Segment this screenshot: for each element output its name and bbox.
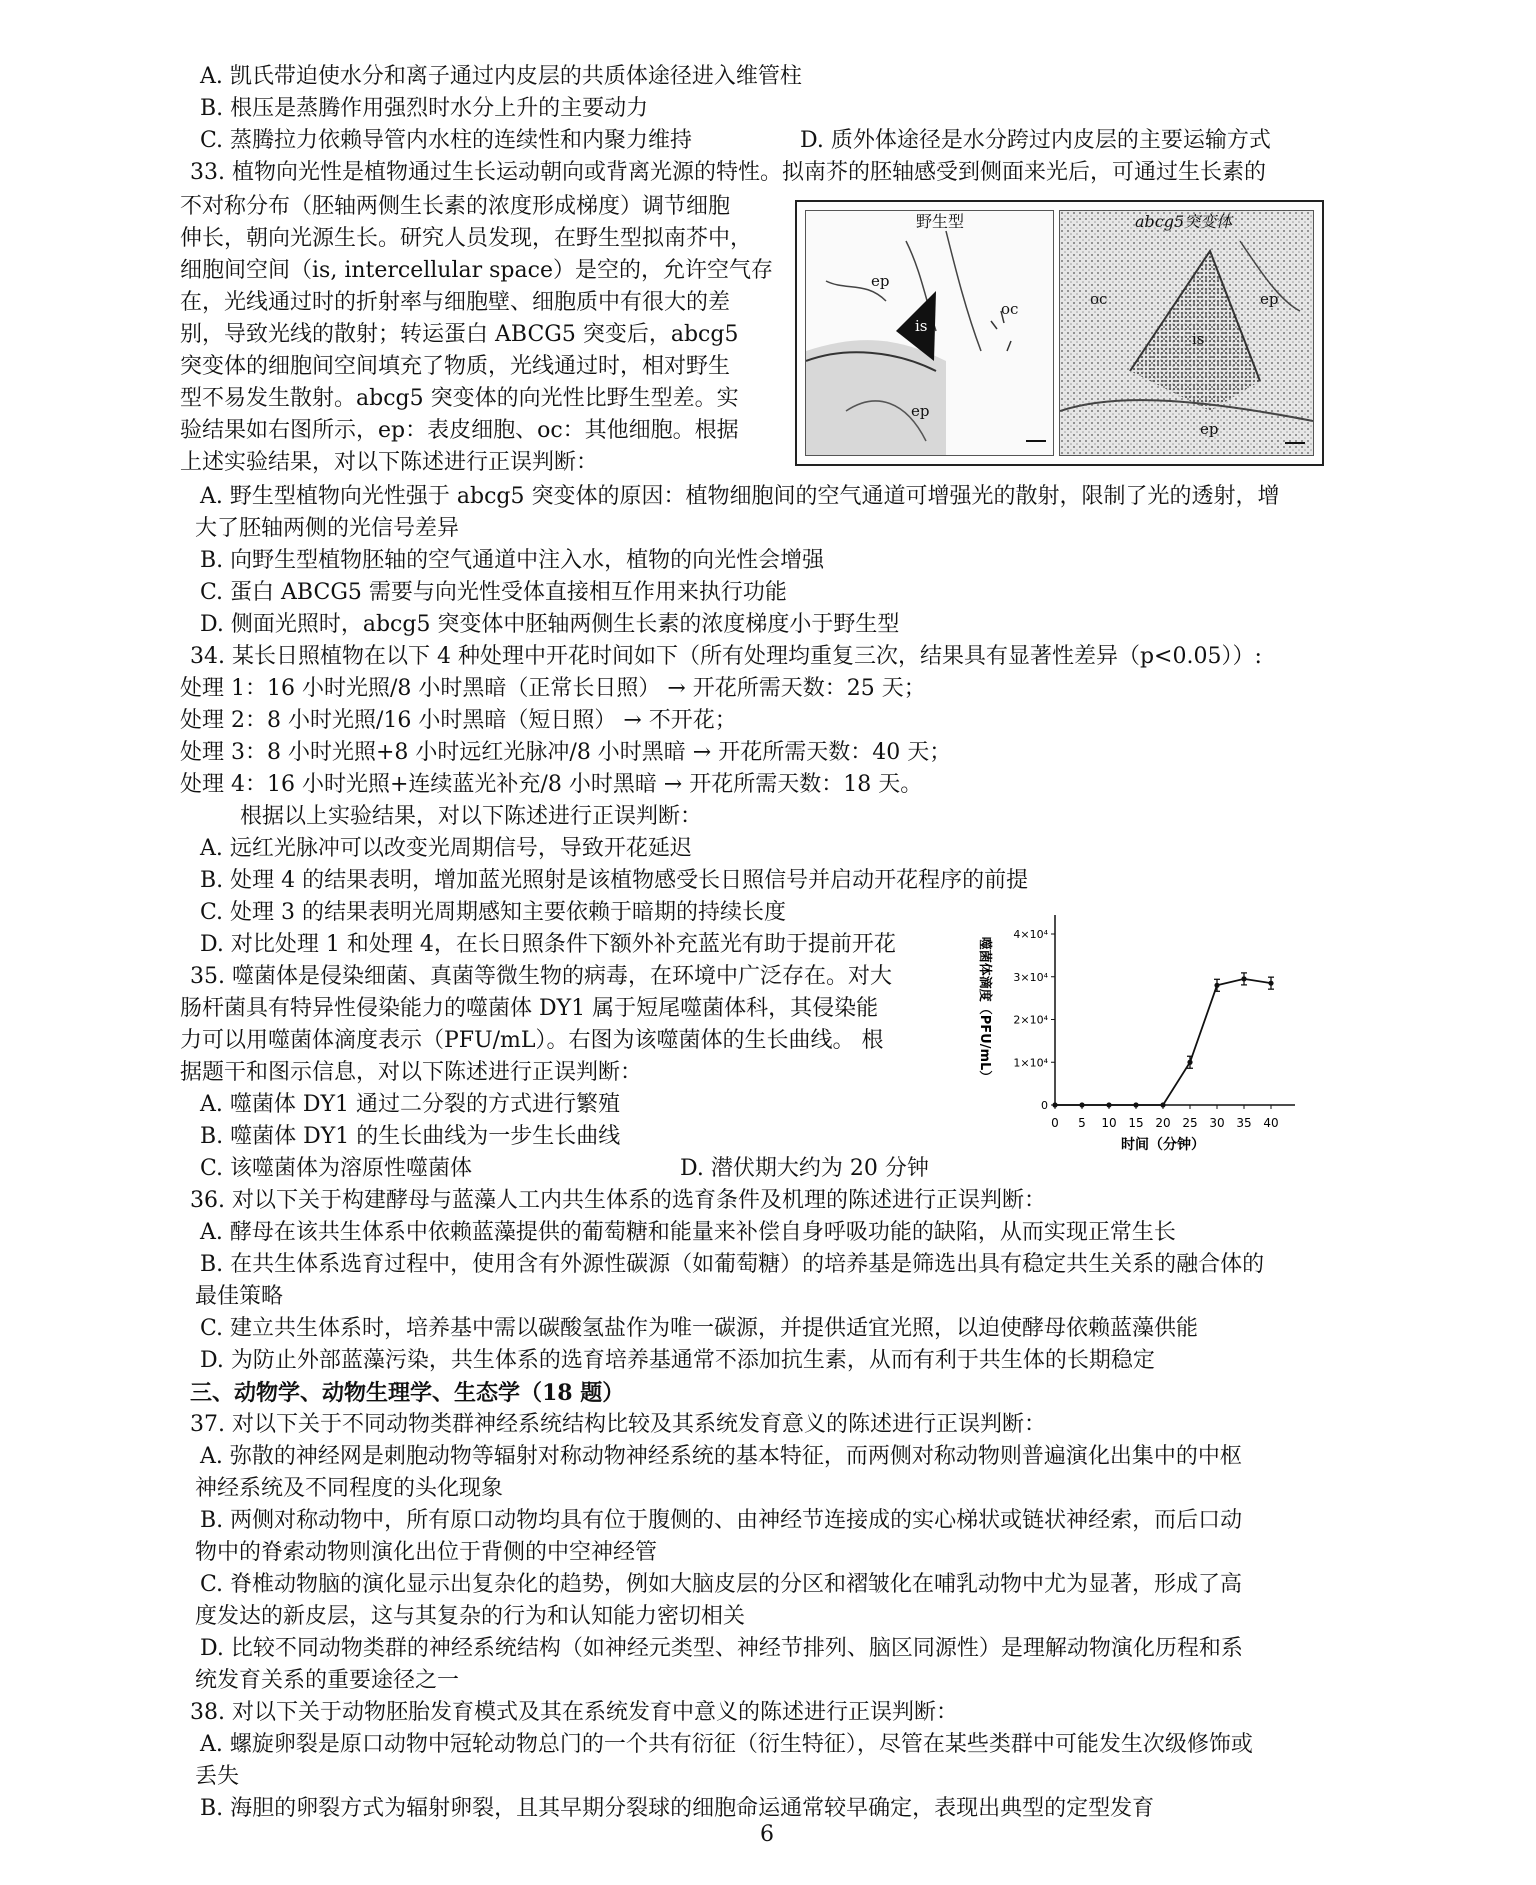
q33-text: 型不易发生散射。abcg5 突变体的向光性比野生型差。实	[180, 386, 739, 411]
q38-option-b: B. 海胆的卵裂方式为辐射卵裂，且其早期分裂球的细胞命运通常较早确定，表现出典型的定型发育	[200, 1796, 1155, 1821]
q33-option-a-cont: 大了胚轴两侧的光信号差异	[195, 516, 460, 541]
q33-text: 上述实验结果，对以下陈述进行正误判断：	[180, 450, 599, 475]
data-point	[1079, 1102, 1084, 1107]
y-tick-label: 3×10⁴	[1013, 970, 1048, 984]
question-34: 34. 某长日照植物在以下 4 种处理中开花时间如下（所有处理均重复三次，结果具有显著性差异（p<0.05））:	[190, 644, 1262, 669]
q33-option-b: B. 向野生型植物胚轴的空气通道中注入水，植物的向光性会增强	[200, 548, 825, 573]
q34-option-a: A. 远红光脉冲可以改变光周期信号，导致开花延迟	[200, 836, 692, 861]
q37-option-d-cont: 统发育关系的重要途径之一	[195, 1668, 460, 1693]
q33-text: 在，光线通过时的折射率与细胞壁、细胞质中有很大的差	[180, 290, 731, 315]
q34-option-d: D. 对比处理 1 和处理 4，在长日照条件下额外补充蓝光有助于提前开花	[200, 932, 896, 957]
x-tick-label: 35	[1236, 1116, 1252, 1130]
q35-option-a: A. 噬菌体 DY1 通过二分裂的方式进行繁殖	[200, 1092, 621, 1117]
question-38: 38. 对以下关于动物胚胎发育模式及其在系统发育中意义的陈述进行正误判断：	[190, 1700, 958, 1725]
mutant-micrograph	[1060, 211, 1313, 455]
data-point	[1160, 1102, 1165, 1107]
q34-option-b: B. 处理 4 的结果表明，增加蓝光照射是该植物感受长日照信号并启动开花程序的前提	[200, 868, 1029, 893]
mutant-panel	[1059, 210, 1314, 456]
x-tick-label: 0	[1051, 1116, 1059, 1130]
q35-text: 肠杆菌具有特异性侵染能力的噬菌体 DY1 属于短尾噬菌体科，其侵染能	[180, 996, 879, 1021]
page-number: 6	[760, 1822, 774, 1847]
data-point	[1106, 1102, 1111, 1107]
q36-option-a: A. 酵母在该共生体系中依赖蓝藻提供的葡萄糖和能量来补偿自身呼吸功能的缺陷，从而实现正常生长	[200, 1220, 1176, 1245]
q33-text: 不对称分布（胚轴两侧生长素的浓度形成梯度）调节细胞	[180, 194, 731, 219]
q38-option-a: A. 螺旋卵裂是原口动物中冠轮动物总门的一个共有衍征（衍生特征），尽管在某些类群中可能发生次级修饰或	[200, 1732, 1253, 1757]
data-point	[1052, 1102, 1057, 1107]
q33-option-c: C. 蛋白 ABCG5 需要与向光性受体直接相互作用来执行功能	[200, 580, 787, 605]
y-tick-label: 4×10⁴	[1013, 928, 1048, 941]
q33-text: 验结果如右图所示，ep：表皮细胞、oc：其他细胞。根据	[180, 418, 739, 443]
x-tick-label: 40	[1263, 1116, 1279, 1130]
q34-treatment-1: 处理 1：16 小时光照/8 小时黑暗（正常长日照） → 开花所需天数：25 天；	[180, 676, 926, 701]
q33-text: 伸长，朝向光源生长。研究人员发现，在野生型拟南芥中，	[180, 226, 753, 251]
q37-option-c-cont: 度发达的新皮层，这与其复杂的行为和认知能力密切相关	[195, 1604, 746, 1629]
q35-option-c: C. 该噬菌体为溶原性噬菌体	[200, 1156, 473, 1181]
question-36: 36. 对以下关于构建酵母与蓝藻人工内共生体系的选育条件及机理的陈述进行正误判断：	[190, 1188, 1046, 1213]
q34-prompt: 根据以上实验结果，对以下陈述进行正误判断：	[240, 804, 703, 829]
question-35: 35. 噬菌体是侵染细菌、真菌等微生物的病毒，在环境中广泛存在。对大	[190, 964, 892, 989]
q33-text: 别，导致光线的散射；转运蛋白 ABCG5 突变后，abcg5	[180, 322, 739, 347]
x-tick-label: 5	[1078, 1116, 1086, 1130]
label-oc: oc	[1090, 290, 1108, 308]
q34-treatment-2: 处理 2：8 小时光照/16 小时黑暗（短日照） → 不开花；	[180, 708, 737, 733]
q34-treatment-3: 处理 3：8 小时光照+8 小时远红光脉冲/8 小时黑暗 → 开花所需天数：40 天；	[180, 740, 952, 765]
q33-text: 细胞间空间（is, intercellular space）是空的，允许空气存	[180, 258, 773, 283]
q38-option-a-cont: 丢失	[195, 1764, 240, 1789]
label-is: is	[1192, 330, 1205, 348]
x-tick-label: 15	[1128, 1116, 1144, 1130]
mutant-title: abcg5突变体	[1135, 212, 1233, 231]
q33-option-a: A. 野生型植物向光性强于 abcg5 突变体的原因：植物细胞间的空气通道可增强光的散射，限制了光的透射，增	[200, 484, 1280, 509]
q37-option-a-cont: 神经系统及不同程度的头化现象	[195, 1476, 504, 1501]
q34-treatment-4: 处理 4：16 小时光照+连续蓝光补充/8 小时黑暗 → 开花所需天数：18 天。	[180, 772, 923, 797]
option-d: D. 质外体途径是水分跨过内皮层的主要运输方式	[800, 128, 1271, 153]
q37-option-b: B. 两侧对称动物中，所有原口动物均具有位于腹侧的、由神经节连接成的实心梯状或链状神经索，而后口动	[200, 1508, 1243, 1533]
label-ep: ep	[1200, 420, 1219, 438]
question-37: 37. 对以下关于不同动物类群神经系统结构比较及其系统发育意义的陈述进行正误判断：	[190, 1412, 1046, 1437]
label-ep: ep	[871, 272, 890, 290]
q37-option-d: D. 比较不同动物类群的神经系统结构（如神经元类型、神经节排列、脑区同源性）是理解动物演化历程和系	[200, 1636, 1243, 1661]
wild-type-micrograph	[806, 211, 1053, 455]
label-oc: oc	[1001, 300, 1019, 318]
label-is: is	[915, 317, 928, 335]
y-axis-label: 噬菌体滴度（PFU/mL）	[977, 936, 992, 1084]
q33-text: 突变体的细胞间空间填充了物质，光线通过时，相对野生	[180, 354, 731, 379]
x-tick-label: 10	[1101, 1116, 1117, 1130]
q35-option-d: D. 潜伏期大约为 20 分钟	[680, 1156, 929, 1181]
q35-text: 力可以用噬菌体滴度表示（PFU/mL）。右图为该噬菌体的生长曲线。 根	[180, 1028, 884, 1053]
option-c: C. 蒸腾拉力依赖导管内水柱的连续性和内聚力维持	[200, 128, 693, 153]
option-a: A. 凯氏带迫使水分和离子通过内皮层的共质体途径进入维管柱	[200, 64, 802, 89]
q36-option-c: C. 建立共生体系时，培养基中需以碳酸氢盐作为唯一碳源，并提供适宜光照，以迫使酵母依赖蓝藻供能	[200, 1316, 1199, 1341]
x-tick-label: 30	[1209, 1116, 1225, 1130]
data-point	[1133, 1102, 1138, 1107]
q37-option-a: A. 弥散的神经网是刺胞动物等辐射对称动物神经系统的基本特征，而两侧对称动物则普遍演化出集中的中枢	[200, 1444, 1242, 1469]
wild-type-panel	[805, 210, 1054, 456]
question-33: 33. 植物向光性是植物通过生长运动朝向或背离光源的特性。拟南芥的胚轴感受到侧面来光后，可通过生长素的	[190, 160, 1266, 185]
section-heading: 三、动物学、动物生理学、生态学（18 题）	[190, 1380, 625, 1406]
q37-option-b-cont: 物中的脊索动物则演化出位于背侧的中空神经管	[195, 1540, 658, 1565]
q33-option-d: D. 侧面光照时，abcg5 突变体中胚轴两侧生长素的浓度梯度小于野生型	[200, 612, 900, 637]
q35-option-b: B. 噬菌体 DY1 的生长曲线为一步生长曲线	[200, 1124, 621, 1149]
label-ep: ep	[1260, 290, 1279, 308]
q36-option-d: D. 为防止外部蓝藻污染，共生体系的选育培养基通常不添加抗生素，从而有利于共生体的长期稳定	[200, 1348, 1155, 1373]
x-tick-label: 25	[1182, 1116, 1198, 1130]
q34-option-c: C. 处理 3 的结果表明光周期感知主要依赖于暗期的持续长度	[200, 900, 787, 925]
q36-option-b-cont: 最佳策略	[195, 1284, 284, 1309]
q37-option-c: C. 脊椎动物脑的演化显示出复杂化的趋势，例如大脑皮层的分区和褶皱化在哺乳动物中尤为显著，形成了高	[200, 1572, 1243, 1597]
x-axis-label: 时间（分钟）	[1121, 1137, 1205, 1153]
q36-option-b: B. 在共生体系选育过程中，使用含有外源性碳源（如葡萄糖）的培养基是筛选出具有稳定共生关系的融合体的	[200, 1252, 1265, 1277]
growth-curve-line	[1055, 979, 1271, 1105]
y-tick-label: 2×10⁴	[1013, 1013, 1048, 1027]
option-b: B. 根压是蒸腾作用强烈时水分上升的主要动力	[200, 96, 649, 121]
y-tick-label: 0	[1041, 1099, 1048, 1112]
q35-text: 据题干和图示信息，对以下陈述进行正误判断：	[180, 1060, 643, 1085]
label-ep: ep	[911, 402, 930, 420]
phage-growth-chart	[965, 905, 1320, 1165]
wild-type-title: 野生型	[916, 212, 965, 231]
x-tick-label: 20	[1155, 1116, 1171, 1130]
micrograph-figure	[795, 200, 1324, 466]
y-tick-label: 1×10⁴	[1013, 1056, 1048, 1070]
